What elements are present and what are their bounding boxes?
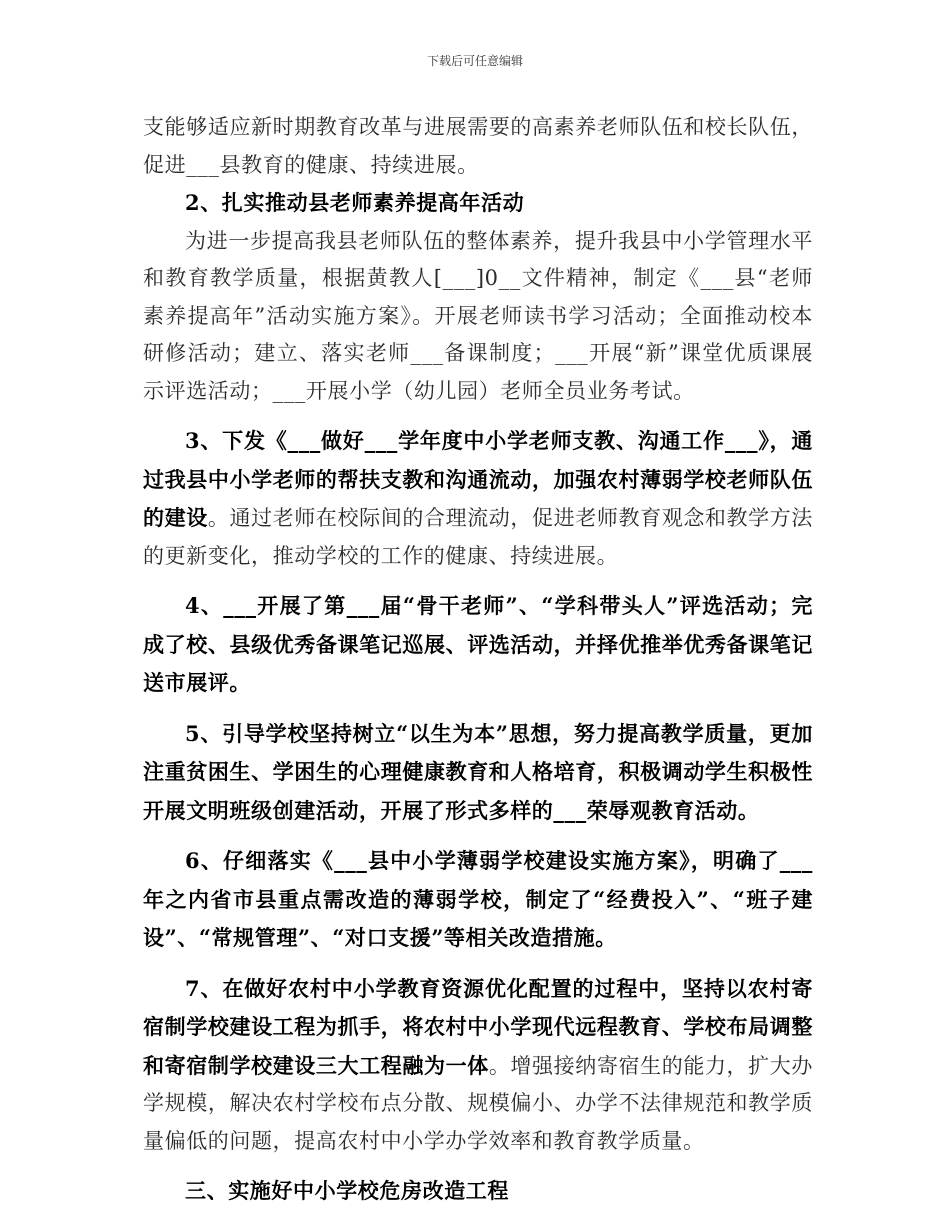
paragraph-7 — [143, 970, 813, 1161]
paragraph-bold-text: 7、在做好农村中小学教育资源优化配置的过程中，坚持以农村寄宿制学校建设工程为抓手，将农村中小学现代远程教育、学校布局调整和寄宿制学校建设三大工程融为一体 — [143, 975, 813, 1078]
paragraph-2 — [143, 222, 813, 411]
paragraph-bold-text: 6、仔细落实《___县中小学薄弱学校建设实施方案》，明确了___年之内省市县重点需改造的薄弱学校，制定了“经费投入”、“班子建设”、“常规管理”、“对口支援”等相关改造措施。 — [143, 848, 813, 950]
paragraph-bold-text: 5、引导学校坚持树立“以生为本”思想，努力提高教学质量，更加注重贫困生、学困生的心理健康教育和人格培育，积极调动学生积极性开展文明班级创建活动，开展了形式多样的___荣辱观教育活动。 — [143, 720, 813, 823]
paragraph-4 — [143, 587, 813, 703]
paragraph-bold-text: 3、下发《___做好___学年度中小学老师支教、沟通工作___》，通过我县中小学老师的帮扶支教和沟通流动，加强农村薄弱学校老师队伍的建设 — [143, 428, 813, 530]
paragraph-bold-text: 4、___开展了第___届“骨干老师”、“学科带头人”评选活动；完成了校、县级优秀备课笔记巡展、评选活动，并择优推举优秀备课笔记送市展评。 — [143, 593, 813, 695]
heading-text: 三、实施好中小学校危房改造工程 — [185, 1178, 509, 1203]
paragraph-text: 支能够适应新时期教育改革与进展需要的高素养老师队伍和校长队伍，促进___县教育的健康、持续进展。 — [143, 115, 813, 177]
section-heading-2 — [143, 184, 813, 222]
paragraph-text: 。通过老师在校际间的合理流动，促进老师教育观念和教学方法的更新变化，推动学校的工作的健康、持续进展。 — [143, 506, 813, 568]
page-header: 下载后可任意编辑 — [426, 54, 523, 68]
paragraph-6 — [143, 842, 813, 958]
paragraph-continuation — [143, 108, 813, 184]
paragraph-3 — [143, 422, 813, 575]
paragraph-5 — [143, 715, 813, 831]
heading-text: 2、扎实推动县老师素养提高年活动 — [185, 190, 525, 215]
document-body — [143, 108, 813, 1211]
section-heading-3 — [143, 1172, 813, 1211]
paragraph-text: 为进一步提高我县老师队伍的整体素养，提升我县中小学管理水平和教育教学质量，根据黄教人[___]0__文件精神，制定《___县“老师素养提高年”活动实施方案》。开展老师读书学习活动；全面推动校本研修活动；建立、落实老师___备课制度；___开展“新”课堂优质课展示评选活动；___开展小学（幼儿园）老师全员业务考试。 — [143, 228, 813, 403]
paragraph-text: 。增强接纳寄宿生的能力，扩大办学规模，解决农村学校布点分散、规模偏小、办学不法律规范和教学质量偏低的问题，提高农村中小学办学效率和教育教学质量。 — [143, 1053, 813, 1153]
